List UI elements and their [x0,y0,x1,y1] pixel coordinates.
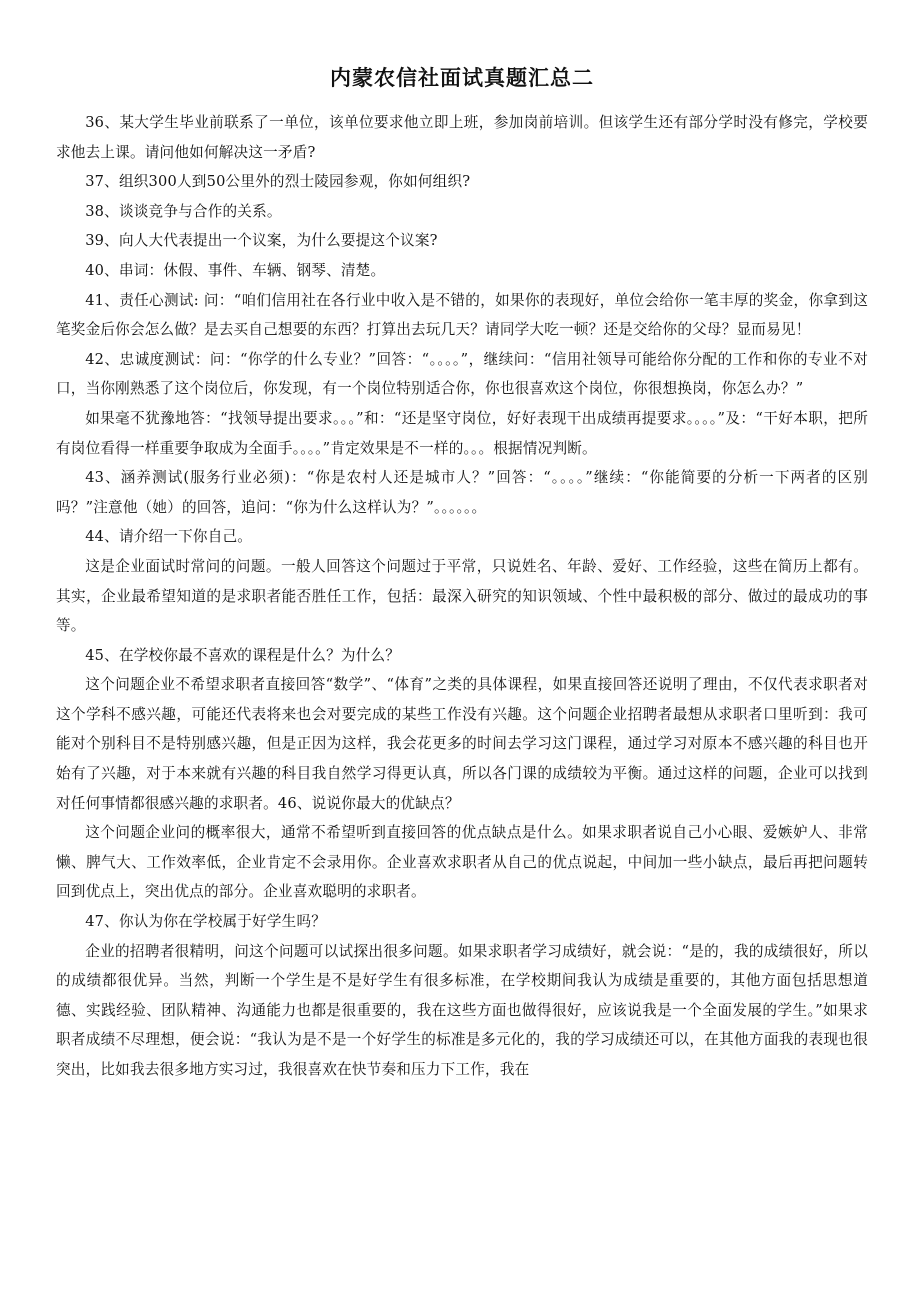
paragraph-q47: 47、你认为你在学校属于好学生吗？ [85,913,327,931]
document-page [56,62,868,1085]
paragraph-q36: 36、某大学生毕业前联系了一单位，该单位要求他立即上班，参加岗前培训。但该学生还有部分学时没有修完，学校要求他去上课。请问他如何解决这一矛盾? [56,114,868,161]
paragraph-q41: 41、责任心测试: 问：“咱们信用社在各行业中收入是不错的，如果你的表现好，单位会给你一笔丰厚的奖金，你拿到这笔奖金后你会怎么做？是去买自己想要的东西？打算出去玩几天？请同学大吃一顿？还是交给你的父母？显而易见！ [56,291,868,339]
document-title: 内蒙农信社面试真题汇总二 [330,66,594,90]
paragraph-q46-answer: 这个问题企业问的概率很大，通常不希望听到直接回答的优点缺点是什么。如果求职者说自己小心眼、爱嫉妒人、非常懒、脾气大、工作效率低，企业肯定不会录用你。企业喜欢求职者从自己的优点说起，中间加一些小缺点，最后再把问题转回到优点上，突出优点的部分。企业喜欢聪明的求职者。 [56,824,868,901]
paragraph-q42-answer: 如果毫不犹豫地答：“找领导提出要求。。。”和：“还是坚守岗位，好好表现干出成绩再提要求。。。。”及：“干好本职，把所有岗位看得一样重要争取成为全面手。。。。”肯定效果是不一样的。。。根据情况判断。 [56,409,868,457]
paragraph-q40: 40、串词：休假、事件、车辆、钢琴、清楚。 [85,261,386,279]
paragraph-q42: 42、忠诚度测试：问：“你学的什么专业？”回答：“。。。。”，继续问：“信用社领导可能给你分配的工作和你的专业不对口，当你刚熟悉了这个岗位后，你发现，有一个岗位特别适合你，你也很喜欢这个岗位，你很想换岗，你怎么办？” [56,350,868,398]
paragraph-q45-answer: 这个问题企业不希望求职者直接回答“数学”、“体育”之类的具体课程，如果直接回答还说明了理由，不仅代表求职者对这个学科不感兴趣，可能还代表将来也会对要完成的某些工作没有兴趣。这个问题企业招聘者最想从求职者口里听到：我可能对个别科目不是特别感兴趣，但是正因为这样，我会花更多的时间去学习这门课程，通过学习对原本不感兴趣的科目也开始有了兴趣，对于本来就有兴趣的科目我自然学习得更认真，所以各门课的成绩较为平衡。通过这样的问题，企业可以找到对任何事情都很感兴趣的求职者。46、说说你最大的优缺点？ [56,676,868,812]
paragraph-q37: 37、组织300人到50公里外的烈士陵园参观，你如何组织? [85,173,471,191]
paragraph-q39: 39、向人大代表提出一个议案，为什么要提这个议案? [85,232,438,250]
paragraph-q47-answer: 企业的招聘者很精明，问这个问题可以试探出很多问题。如果求职者学习成绩好，就会说：“是的，我的成绩很好，所以的成绩都很优异。当然，判断一个学生是不是好学生有很多标准，在学校期间我认为成绩是重要的，其他方面包括思想道德、实践经验、团队精神、沟通能力也都是很重要的，我在这些方面也做得很好，应该说我是一个全面发展的学生。”如果求职者成绩不尽理想，便会说：“我认为是不是一个好学生的标准是多元化的，我的学习成绩还可以，在其他方面我的表现也很突出，比如我去很多地方实习过，我很喜欢在快节奏和压力下工作，我在 [56,942,868,1078]
paragraph-q45: 45、在学校你最不喜欢的课程是什么？为什么？ [85,646,401,664]
paragraph-q44-answer: 这是企业面试时常问的问题。一般人回答这个问题过于平常，只说姓名、年龄、爱好、工作经验，这些在简历上都有。其实，企业最希望知道的是求职者能否胜任工作，包括：最深入研究的知识领域、个性中最积极的部分、做过的最成功的事等。 [56,557,868,635]
paragraph-q38: 38、谈谈竞争与合作的关系。 [85,202,282,220]
paragraph-q43: 43、涵养测试(服务行业必须)：“你是农村人还是城市人？”回答：“。。。。”继续：“你能简要的分析一下两者的区别吗？”注意他（她）的回答，追问：“你为什么这样认为？”。。。。。。 [56,469,868,516]
paragraph-q44: 44、请介绍一下你自己。 [85,528,253,546]
